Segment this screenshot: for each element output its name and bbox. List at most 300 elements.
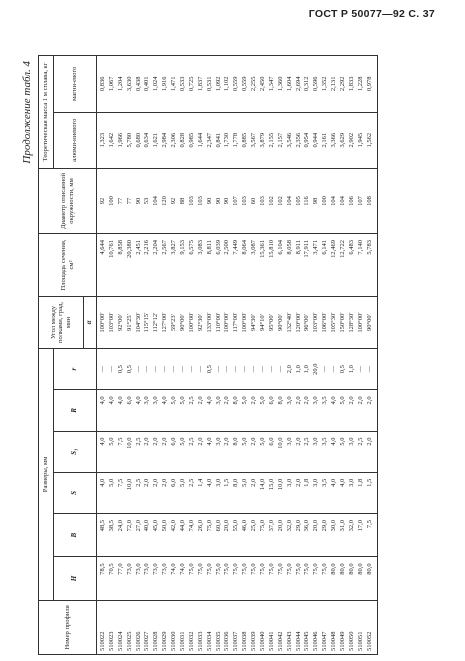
S1-value: 8,0 bbox=[232, 437, 240, 446]
angle-value: 127°00′ bbox=[161, 312, 169, 333]
mass-al-value: 0,828 bbox=[179, 132, 187, 148]
area-value: 3,471 bbox=[312, 240, 320, 255]
angle-value: 94°10′ bbox=[259, 313, 267, 331]
area-value: 8,811 bbox=[205, 240, 213, 255]
B-column-cell bbox=[97, 513, 378, 556]
area-value: 6,483 bbox=[347, 240, 355, 255]
area-value: 15,810 bbox=[267, 240, 275, 258]
mass-mg-value: 2,694 bbox=[294, 76, 302, 92]
area-value: 9,153 bbox=[179, 240, 187, 255]
B-value: 24,0 bbox=[116, 519, 124, 532]
H-value: 80,0 bbox=[347, 563, 355, 575]
R-value: 4,0 bbox=[134, 396, 142, 405]
S1-value: 2,0 bbox=[196, 437, 204, 446]
R-value: 2,0 bbox=[356, 396, 364, 405]
area-value: 2,567 bbox=[161, 240, 169, 255]
mass-al-value: 2,157 bbox=[276, 132, 284, 148]
col-S1-header: S₁ bbox=[54, 431, 97, 472]
profile-value: 510050 bbox=[347, 631, 355, 651]
r-value: 0,5 bbox=[205, 365, 213, 374]
area-value: 12,722 bbox=[339, 240, 347, 258]
mass-mg-value: 1,067 bbox=[107, 76, 115, 92]
S1-value: 3,5 bbox=[321, 437, 329, 446]
area-value: 3,827 bbox=[170, 240, 178, 255]
profile-value: 510047 bbox=[321, 631, 329, 651]
H-value: 73,0 bbox=[134, 563, 142, 575]
angle-value: 92°30′ bbox=[196, 313, 204, 331]
mass-al-value: 1,644 bbox=[196, 132, 204, 148]
profile-value: 510036 bbox=[223, 631, 231, 651]
S1-value: 7,5 bbox=[116, 437, 124, 446]
H-value: 73,0 bbox=[143, 563, 151, 575]
B-value: 26,0 bbox=[196, 519, 204, 532]
B-value: 7,5 bbox=[365, 519, 373, 529]
r-value: — bbox=[170, 365, 178, 373]
r-value: — bbox=[365, 365, 373, 373]
angle-value: 96°00′ bbox=[303, 313, 311, 331]
col-profile-header: Номер профиля bbox=[39, 600, 97, 654]
r-value: — bbox=[276, 365, 284, 373]
S1-value: 2,5 bbox=[187, 437, 195, 446]
angle-value: 103°00′ bbox=[312, 312, 320, 333]
r-value: — bbox=[214, 365, 222, 373]
H-value: 73,0 bbox=[125, 563, 133, 575]
r-value: — bbox=[161, 365, 169, 373]
area-value: 3,083 bbox=[196, 240, 204, 255]
S-value: 1,5 bbox=[365, 478, 373, 487]
mass-al-value: 3,546 bbox=[285, 132, 293, 148]
B-value: 45,0 bbox=[152, 519, 160, 532]
col-angle-symbol: α bbox=[84, 296, 97, 348]
angle-value: 128°30′ bbox=[347, 312, 355, 333]
profile-value: 510043 bbox=[285, 631, 293, 651]
S1-value: 4,0 bbox=[99, 437, 106, 446]
mass-al-value: 1,621 bbox=[152, 132, 160, 148]
area-value: 4,644 bbox=[99, 240, 106, 255]
angle-value: 110°00′ bbox=[214, 312, 222, 333]
mass-mg-value: 1,204 bbox=[116, 76, 124, 92]
mass-al-value: 0,680 bbox=[134, 132, 142, 148]
R-value: 3,5 bbox=[321, 396, 329, 405]
area-value: 17,911 bbox=[303, 240, 311, 258]
B-value: 50,0 bbox=[161, 519, 169, 532]
area-value: 8,058 bbox=[285, 240, 293, 255]
r-value: — bbox=[143, 365, 151, 373]
H-column-cell bbox=[97, 557, 378, 600]
S1-value: 2,0 bbox=[152, 437, 160, 446]
diam-value: 90 bbox=[205, 197, 213, 205]
S1-value: 2,0 bbox=[223, 437, 231, 446]
diam-value: 92 bbox=[99, 197, 106, 205]
r-value: — bbox=[152, 365, 160, 373]
S-value: 1,8 bbox=[356, 478, 364, 487]
diam-value: 102 bbox=[267, 196, 275, 206]
mass-mg-value: 1,471 bbox=[170, 76, 178, 92]
S-value: 14,0 bbox=[259, 478, 267, 491]
col-R-header: R bbox=[54, 390, 97, 431]
R-value: 4,0 bbox=[205, 396, 213, 405]
R-value: 4,0 bbox=[330, 396, 338, 405]
S-value: 5,0 bbox=[241, 478, 249, 487]
S-value: 10,0 bbox=[276, 478, 284, 491]
H-value: 75,0 bbox=[250, 563, 258, 575]
profile-value: 510048 bbox=[330, 631, 338, 651]
mass-mg-value: 2,450 bbox=[259, 76, 267, 92]
angle-value: 91°25′ bbox=[125, 313, 133, 331]
profile-value: 510031 bbox=[179, 631, 187, 651]
B-value: 75,0 bbox=[259, 519, 267, 532]
angle-value: 117°00′ bbox=[232, 312, 240, 333]
profile-value: 510038 bbox=[241, 631, 249, 651]
area-value: 7,140 bbox=[356, 240, 364, 255]
angle-value: 103°00′ bbox=[107, 312, 115, 333]
mass-mg-value: 1,604 bbox=[285, 76, 293, 92]
profile-value: 510046 bbox=[312, 631, 320, 651]
S1-value: 4,0 bbox=[205, 437, 213, 446]
r-value: — bbox=[356, 365, 364, 373]
area-value: 6,141 bbox=[321, 240, 329, 255]
profile-value: 510051 bbox=[356, 631, 364, 651]
R-value: 2,0 bbox=[250, 396, 258, 405]
r-column-cell bbox=[97, 349, 378, 390]
R-value: 3,0 bbox=[152, 396, 160, 405]
B-value: 40,0 bbox=[143, 519, 151, 532]
S1-value: 5,0 bbox=[179, 437, 187, 446]
diam-value: 107 bbox=[232, 196, 240, 206]
S-value: 2,0 bbox=[143, 478, 151, 487]
B-value: 48,5 bbox=[99, 519, 106, 532]
S-value: 3,0 bbox=[347, 478, 355, 487]
mass-mg-value: 2,255 bbox=[250, 76, 258, 92]
B-value: 60,0 bbox=[214, 519, 222, 532]
R-value: 8,0 bbox=[276, 396, 284, 405]
S-value: 2,0 bbox=[250, 478, 258, 487]
R-value: 2,0 bbox=[303, 396, 311, 405]
mass-al-value: 5,780 bbox=[125, 132, 133, 148]
col-mass-al-header: алюми-ниевого bbox=[54, 112, 97, 168]
B-value: 32,0 bbox=[285, 519, 293, 532]
profile-value: 510029 bbox=[161, 631, 169, 651]
r-value: — bbox=[241, 365, 249, 373]
S-value: 2,5 bbox=[134, 478, 142, 487]
r-value: — bbox=[250, 365, 258, 373]
S1-value: 2,5 bbox=[356, 437, 364, 446]
diam-value: 103 bbox=[259, 196, 267, 206]
S-value: 15,0 bbox=[267, 478, 275, 491]
profile-value: 510033 bbox=[196, 631, 204, 651]
H-value: 70,5 bbox=[107, 563, 115, 575]
S-value: 10,0 bbox=[125, 478, 133, 491]
H-value: 80,0 bbox=[356, 563, 364, 575]
angle-value: 133°00′ bbox=[205, 312, 213, 333]
r-value: 0,5 bbox=[125, 365, 133, 374]
R-value: 5,0 bbox=[170, 396, 178, 405]
angle-value: 90°00′ bbox=[276, 313, 284, 331]
S-value: 2,0 bbox=[294, 478, 302, 487]
B-value: 55,0 bbox=[232, 519, 240, 532]
angle-value: 100°00′ bbox=[223, 312, 231, 333]
S-value: 4,0 bbox=[205, 478, 213, 487]
r-value: — bbox=[134, 365, 142, 373]
diam-value: 104 bbox=[285, 196, 293, 206]
profile-value: 510023 bbox=[107, 631, 115, 651]
r-value: 1,0 bbox=[294, 365, 302, 374]
H-value: 75,0 bbox=[303, 563, 311, 575]
B-value: 42,0 bbox=[170, 519, 178, 532]
angle-value: 92°00′ bbox=[116, 313, 124, 331]
R-value: 3,0 bbox=[214, 396, 222, 405]
diam-value: 92 bbox=[170, 197, 178, 205]
continuation-label: Продолжение табл. 4 bbox=[21, 61, 33, 164]
H-value: 75,0 bbox=[267, 563, 275, 575]
profile-value: 510037 bbox=[232, 631, 240, 651]
R-column-cell bbox=[97, 390, 378, 431]
mass-mg-value: 0,533 bbox=[179, 76, 187, 92]
B-value: 17,0 bbox=[356, 519, 364, 532]
angle-value: 100°00′ bbox=[187, 312, 195, 333]
mass-al-value: 3,567 bbox=[250, 132, 258, 148]
area-value: 2,204 bbox=[152, 240, 160, 255]
r-value: — bbox=[187, 365, 195, 373]
profile-value: 510030 bbox=[170, 631, 178, 651]
R-value: 2,0 bbox=[196, 396, 204, 405]
H-value: 75,0 bbox=[321, 563, 329, 575]
r-value: 1,0 bbox=[347, 365, 355, 374]
B-value: 27,0 bbox=[134, 519, 142, 532]
S1-value: 3,0 bbox=[347, 437, 355, 446]
angle-value: 94°30′ bbox=[250, 313, 258, 331]
S-value: 4,0 bbox=[330, 478, 338, 487]
r-value: — bbox=[330, 365, 338, 373]
H-value: 73,0 bbox=[152, 563, 160, 575]
profile-value: 510040 bbox=[259, 631, 267, 651]
area-value: 15,361 bbox=[259, 240, 267, 258]
diam-column-cell bbox=[97, 168, 378, 233]
mass-mg-column-cell bbox=[97, 56, 378, 113]
angle-value: 120°00′ bbox=[294, 312, 302, 333]
profile-column-cell bbox=[97, 600, 378, 654]
mass-al-value: 0,954 bbox=[303, 132, 311, 148]
r-value: 0,5 bbox=[339, 365, 347, 374]
area-value: 2,216 bbox=[143, 240, 151, 255]
r-value: — bbox=[259, 365, 267, 373]
diam-value: 60 bbox=[250, 197, 258, 205]
B-value: 46,0 bbox=[241, 519, 249, 532]
S-value: 4,0 bbox=[339, 478, 347, 487]
profile-value: 510042 bbox=[276, 631, 284, 651]
col-mass-mg-header: магни-евого bbox=[54, 56, 97, 113]
S1-value: 2,0 bbox=[365, 437, 373, 446]
R-value: 5,0 bbox=[179, 396, 187, 405]
mass-mg-value: 0,559 bbox=[241, 76, 249, 92]
page-header: ГОСТ Р 50077—92 С. 37 bbox=[308, 8, 435, 20]
mass-mg-value: 1,352 bbox=[321, 76, 329, 92]
area-column-cell bbox=[97, 234, 378, 297]
H-value: 75,0 bbox=[223, 563, 231, 575]
mass-mg-value: 1,347 bbox=[267, 76, 275, 92]
H-value: 75,0 bbox=[259, 563, 267, 575]
diam-value: 88 bbox=[179, 197, 187, 205]
R-value: 2,0 bbox=[365, 396, 373, 405]
H-value: 80,0 bbox=[330, 563, 338, 575]
diam-value: 90 bbox=[214, 197, 222, 205]
diam-value: 103 bbox=[241, 196, 249, 206]
r-value: — bbox=[196, 365, 204, 373]
diam-value: 103 bbox=[187, 196, 195, 206]
H-value: 75,0 bbox=[294, 563, 302, 575]
diam-value: 98 bbox=[312, 197, 320, 205]
mass-mg-value: 1,833 bbox=[347, 76, 355, 92]
profile-value: 510025 bbox=[125, 631, 133, 651]
diam-value: 103 bbox=[196, 196, 204, 206]
H-value: 74,0 bbox=[170, 563, 178, 575]
angle-value: 59°23′ bbox=[170, 313, 178, 331]
mass-al-value: 2,161 bbox=[321, 132, 329, 148]
angle-value: 100°00′ bbox=[241, 312, 249, 333]
H-value: 75,0 bbox=[241, 563, 249, 575]
S1-value: 2,0 bbox=[250, 437, 258, 446]
B-value: 29,0 bbox=[294, 519, 302, 532]
angle-value: 115°15′ bbox=[143, 312, 151, 333]
area-value: 20,380 bbox=[125, 240, 133, 258]
R-value: 3,0 bbox=[143, 396, 151, 405]
S-value: 1,8 bbox=[303, 478, 311, 487]
mass-al-value: 2,902 bbox=[347, 132, 355, 148]
profiles-table bbox=[38, 55, 378, 655]
H-value: 75,0 bbox=[187, 563, 195, 575]
R-value: 4,0 bbox=[99, 396, 106, 405]
profile-value: 510034 bbox=[205, 631, 213, 651]
B-value: 20,0 bbox=[223, 519, 231, 532]
profile-value: 510028 bbox=[152, 631, 160, 651]
B-value: 36,0 bbox=[303, 519, 311, 532]
diam-value: 116 bbox=[303, 196, 311, 206]
mass-al-value: 1,642 bbox=[107, 132, 115, 148]
r-value: — bbox=[223, 365, 231, 373]
col-diam-header: Диаметр описанной окружности, мм bbox=[39, 168, 97, 233]
B-value: 38,5 bbox=[107, 519, 115, 532]
mass-al-value: 3,629 bbox=[339, 132, 347, 148]
diam-value: 120 bbox=[161, 196, 169, 206]
S1-value: 5,0 bbox=[339, 437, 347, 446]
diam-value: 104 bbox=[339, 196, 347, 206]
profile-value: 510027 bbox=[143, 631, 151, 651]
r-value: 2,0 bbox=[285, 365, 293, 374]
S1-column-cell bbox=[97, 431, 378, 472]
mass-mg-value: 0,312 bbox=[303, 76, 311, 92]
diam-value: 106 bbox=[347, 196, 355, 206]
mass-mg-value: 1,916 bbox=[161, 76, 169, 92]
angle-value: 90°00′ bbox=[365, 313, 373, 331]
mass-al-value: 3,366 bbox=[330, 132, 338, 148]
mass-mg-value: 0,725 bbox=[187, 76, 195, 92]
mass-mg-value: 2,131 bbox=[330, 76, 338, 92]
col-S-header: S bbox=[54, 472, 97, 513]
angle-value: 150°00′ bbox=[339, 312, 347, 333]
mass-al-value: 2,984 bbox=[161, 132, 169, 148]
R-value: 2,5 bbox=[187, 396, 195, 405]
B-value: 74,0 bbox=[187, 519, 195, 532]
angle-value: 106°00′ bbox=[321, 312, 329, 333]
B-value: 25,0 bbox=[250, 519, 258, 532]
R-value: 4,0 bbox=[116, 396, 124, 405]
angle-value: 105°30′ bbox=[330, 312, 338, 333]
angle-column-cell bbox=[97, 296, 378, 348]
S1-value: 3,0 bbox=[285, 437, 293, 446]
profile-value: 510049 bbox=[339, 631, 347, 651]
mass-mg-value: 1,102 bbox=[223, 76, 231, 92]
col-H-header: Н bbox=[54, 557, 97, 600]
S1-value: 2,0 bbox=[294, 437, 302, 446]
col-area-header: Площадь сечения, см² bbox=[39, 234, 97, 297]
B-value: 20,0 bbox=[276, 519, 284, 532]
rotated-table-area bbox=[21, 55, 453, 655]
r-value: — bbox=[232, 365, 240, 373]
B-value: 75,0 bbox=[205, 519, 213, 532]
mass-mg-value: 0,596 bbox=[312, 76, 320, 92]
profile-value: 510044 bbox=[294, 631, 302, 651]
mass-mg-value: 0,438 bbox=[134, 76, 142, 92]
diam-value: 102 bbox=[276, 196, 284, 206]
S-value: 5,0 bbox=[107, 478, 115, 487]
B-value: 29,0 bbox=[321, 519, 329, 532]
R-value: 5,0 bbox=[259, 396, 267, 405]
area-value: 3,087 bbox=[250, 240, 258, 255]
area-value: 2,500 bbox=[223, 240, 231, 255]
mass-mg-value: 1,228 bbox=[356, 76, 364, 92]
angle-value: 104°30′ bbox=[134, 312, 142, 333]
S-value: 1,4 bbox=[196, 478, 204, 487]
R-value: 4,0 bbox=[161, 396, 169, 405]
S1-value: 6,0 bbox=[267, 437, 275, 446]
mass-al-value: 1,730 bbox=[223, 132, 231, 148]
R-value: 5,0 bbox=[339, 396, 347, 405]
profile-value: 510052 bbox=[365, 631, 373, 651]
H-value: 75,0 bbox=[205, 563, 213, 575]
diam-value: 53 bbox=[143, 197, 151, 205]
mass-al-value: 2,356 bbox=[294, 132, 302, 148]
diam-value: 90 bbox=[134, 197, 142, 205]
S1-value: 3,0 bbox=[214, 437, 222, 446]
r-value: — bbox=[99, 365, 106, 373]
mass-mg-value: 1,092 bbox=[214, 76, 222, 92]
diam-value: 90 bbox=[223, 197, 231, 205]
r-value: 0,5 bbox=[116, 365, 124, 374]
S-value: 3,5 bbox=[321, 478, 329, 487]
S-value: 6,0 bbox=[170, 478, 178, 487]
r-value: — bbox=[179, 365, 187, 373]
B-value: 44,0 bbox=[179, 519, 187, 532]
R-value: 4,0 bbox=[107, 396, 115, 405]
diam-value: 77 bbox=[116, 197, 124, 205]
area-value: 6,104 bbox=[276, 240, 284, 255]
area-value: 6,575 bbox=[187, 240, 195, 255]
diam-value: 104 bbox=[330, 196, 338, 206]
mass-al-value: 3,879 bbox=[259, 132, 267, 148]
mass-al-value: 1,323 bbox=[99, 132, 106, 148]
B-value: 20,0 bbox=[312, 519, 320, 532]
S1-value: 10,0 bbox=[125, 437, 133, 449]
area-value: 12,469 bbox=[330, 240, 338, 258]
S1-value: 4,0 bbox=[330, 437, 338, 446]
S1-value: 10,0 bbox=[276, 437, 284, 449]
profile-value: 510039 bbox=[250, 631, 258, 651]
profile-value: 510026 bbox=[134, 631, 142, 651]
S-value: 7,5 bbox=[116, 478, 124, 487]
area-value: 8,911 bbox=[294, 240, 302, 255]
H-value: 75,0 bbox=[285, 563, 293, 575]
S-value: 8,0 bbox=[232, 478, 240, 487]
